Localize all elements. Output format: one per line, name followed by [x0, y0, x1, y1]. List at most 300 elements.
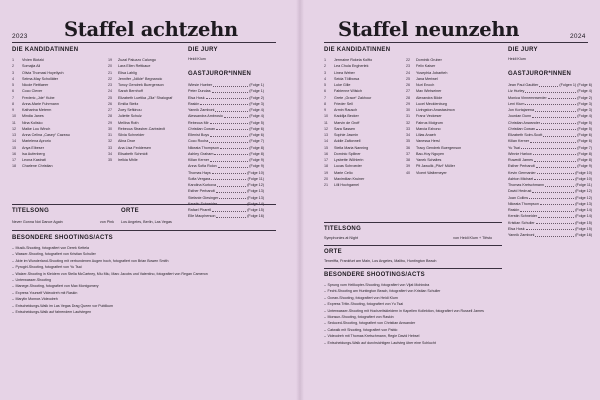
- candidate-name: Alexandra Böde: [416, 95, 443, 100]
- guest-name: Nikeata Thompson: [188, 145, 219, 150]
- guest-episode: (Folge 10): [247, 170, 264, 175]
- guest-name: Liz Hurley: [508, 89, 525, 94]
- guest-name: Thomas Kretschmann: [508, 183, 545, 187]
- guest-item: [508, 232, 592, 238]
- candidate-name: Addie Zaltonnell: [334, 139, 361, 144]
- candidates-list-1: [12, 57, 94, 170]
- shooting-item: – Unterwasser-Shooting mit Hochzeitskleidern in Kapellen Kollektion, fotografiert von Russell James: [324, 308, 504, 314]
- page-staffel-neunzehn: [302, 0, 600, 400]
- candidates-heading: DIE KANDIDATINNEN: [12, 47, 79, 53]
- candidate-number: 35: [108, 158, 113, 162]
- candidate-name: Felix Kaiser: [416, 64, 436, 69]
- guest-name: Yannik Zamboni: [508, 233, 535, 237]
- candidate-number: 3: [324, 70, 327, 75]
- guest-leader-dots: [530, 138, 576, 143]
- guest-name: Christian Cowan: [508, 126, 536, 131]
- candidate-number: 21: [108, 70, 113, 75]
- guest-name: Stefanie Giesinger: [188, 195, 219, 200]
- guest-name: Monica Vinnemnwerder: [508, 95, 547, 100]
- shootings-list: [12, 245, 208, 315]
- guest-episode: (Folge 11): [247, 176, 264, 181]
- candidate-name: Zoey Sefkinou: [118, 108, 142, 112]
- guest-episode: (Folge 5): [249, 120, 264, 125]
- guest-leader-dots: [534, 157, 576, 162]
- candidate-name: Alina Droe: [118, 139, 136, 144]
- candidate-number: 28: [406, 95, 411, 100]
- candidate-number: 39: [406, 164, 411, 169]
- candidate-number: 12: [324, 126, 329, 131]
- candidate-number: 34: [108, 151, 113, 156]
- guest-episode: (Folge 8): [577, 151, 592, 156]
- candidate-number: 31: [108, 133, 113, 137]
- guest-episode: (Folge 6): [577, 133, 592, 137]
- guest-name: Christian Anwander: [508, 120, 540, 125]
- guest-leader-dots: [534, 176, 574, 181]
- guest-leader-dots: [520, 207, 574, 212]
- candidate-number: 29: [406, 101, 411, 106]
- candidate-name: Anna Celina „Casey“ Cazeau: [22, 133, 70, 137]
- candidate-number: 32: [406, 120, 411, 125]
- guest-name: Rebecca Mir: [188, 120, 209, 125]
- shooting-item: – Catwalk mit Shooting, fotografiert von Pablo: [324, 327, 504, 333]
- guest-episode: (Folge 4): [577, 89, 592, 94]
- guest-episode: (Folge 11): [575, 183, 592, 187]
- candidate-number: 20: [324, 176, 329, 181]
- candidate-name: Toncy Gendrek Buergenson: [118, 83, 164, 87]
- candidate-name: Livingston Anastasimon: [416, 108, 455, 112]
- season-title: Staffel neunzehn: [338, 18, 520, 41]
- candidate-name: Zuzal Paluzzo Calungo: [118, 58, 156, 62]
- season-year: 2024: [570, 33, 586, 40]
- candidate-name: Armin Rausch: [334, 108, 358, 112]
- candidate-number: 14: [324, 139, 329, 144]
- guest-leader-dots: [209, 138, 248, 143]
- candidate-name: Max Wintseiner: [416, 89, 442, 94]
- guests-heading: GASTJUROR*INNEN: [188, 71, 252, 77]
- guest-episode: (Folge 16): [575, 233, 592, 237]
- guest-name: Leni Klum: [508, 101, 525, 106]
- guest-episode: (Folge 5): [577, 120, 592, 125]
- guest-episode: (Folge 6): [249, 133, 264, 137]
- candidate-name: Maximilian Kruiner: [334, 176, 365, 181]
- candidate-number: 15: [12, 145, 17, 150]
- candidate-name: Jana Meriwel: [416, 76, 438, 81]
- guest-name: Peter Dundas: [188, 89, 211, 94]
- candidate-number: 25: [108, 95, 113, 100]
- guest-name: Esther Perbandt: [188, 189, 215, 194]
- guest-leader-dots: [533, 151, 576, 156]
- orte-heading: ORTE: [324, 249, 342, 255]
- candidate-number: 40: [406, 170, 411, 175]
- candidate-number: 30: [108, 126, 113, 131]
- shootings-list: [324, 282, 504, 346]
- shooting-item: – Musik-Shooting, fotografiert von Derek Kettela: [12, 245, 172, 251]
- candidate-name: Yanek Schaltes: [416, 158, 442, 162]
- candidate-number: 28: [108, 114, 113, 119]
- candidate-name: Olivia Thomasi Hoyeliyoh: [22, 70, 64, 75]
- guest-episode: (Folge 4): [249, 114, 264, 119]
- candidate-name: Elisabeth Schmidt: [118, 151, 148, 156]
- candidate-item: [108, 157, 182, 163]
- guest-name: Karolina Kurkova: [188, 183, 217, 187]
- song-line: [12, 219, 114, 225]
- guest-episode: (Folge 14): [575, 214, 592, 219]
- guest-name: Wiesie Hueber: [188, 83, 213, 87]
- candidate-name: Marcia Ezbono: [416, 126, 441, 131]
- guest-leader-dots: [212, 170, 246, 175]
- guest-leader-dots: [532, 188, 574, 193]
- guest-episode: (Folgen 1) (Folge 6): [559, 83, 592, 87]
- guest-episode: (Folge 2): [249, 95, 264, 100]
- guest-name: Elle Macpherson: [188, 214, 216, 219]
- candidate-name: Fabienne Wilsich: [334, 89, 363, 94]
- guest-episode: (Folge 1): [249, 89, 264, 94]
- shooting-item: – Akte im Wunderland-Shooting mit verbundenen Augen hoch, fotografiert von Brian Bowen Smith: [12, 258, 172, 264]
- guest-name: Nikeata Thompson: [508, 201, 539, 206]
- candidate-number: 33: [108, 145, 113, 150]
- shooting-item: – Walzer-Shooting in Kleidern von Stella McCartney, Miu Miu, Marc Jacobs und Valentino, fotografiert von Regan Cameron: [12, 271, 172, 277]
- guest-episode: (Folge 8): [577, 158, 592, 162]
- guest-name: Esther Perbandt: [508, 164, 535, 169]
- candidate-name: Isa Aufenberg: [22, 151, 45, 156]
- shooting-item: – Entscheidungs-Walk auf durchsichtigen Laufsteg über eine Schlucht: [324, 340, 504, 346]
- shooting-item: – Pyrogirl-Shooting, fotografiert von Yu Tsai: [12, 264, 172, 270]
- candidate-number: 15: [324, 145, 329, 150]
- guest-leader-dots: [216, 188, 247, 193]
- guest-name: Kilian Kerner: [508, 139, 530, 144]
- shooting-item: – Marylin Monroe-Videodreh: [12, 296, 172, 302]
- candidate-number: 10: [12, 114, 17, 119]
- guest-name: Kilian Kerner: [188, 158, 210, 162]
- guest-episode: (Folge 10): [575, 170, 592, 175]
- guest-leader-dots: [200, 101, 248, 106]
- candidate-name: Irelkia Mhlle: [118, 158, 138, 162]
- header-rule: [12, 42, 276, 43]
- candidate-number: 9: [324, 108, 327, 112]
- jury-member: Heidi Klum: [188, 57, 206, 61]
- guest-name: Yu Tsai: [508, 145, 520, 150]
- candidate-name: Elisa Lahlig: [118, 70, 137, 75]
- shootings-heading: BESONDERE SHOOTINGS/ACTS: [324, 272, 425, 278]
- shooting-item: – Ocean-Shooting, fotografiert von Heidi Klum: [324, 295, 504, 301]
- candidate-number: 27: [406, 89, 411, 94]
- guest-leader-dots: [216, 126, 248, 131]
- guest-name: Kerstin Schneider: [508, 214, 538, 219]
- guest-episode: (Folge 14): [575, 208, 592, 212]
- candidate-number: 19: [108, 58, 113, 62]
- song-artist: von Heidi Klum + Tiësto: [453, 236, 492, 240]
- candidate-number: 5: [12, 83, 15, 87]
- guest-episode: (Folge 9): [249, 164, 264, 169]
- song-heading: TITELSONG: [12, 208, 50, 214]
- guest-leader-dots: [218, 163, 249, 168]
- candidate-name: Silvia Schneider: [118, 133, 145, 137]
- candidate-number: 38: [406, 158, 411, 162]
- candidate-number: 16: [324, 151, 329, 156]
- shooting-item: – Videodreh mit Thomas Kretschmann, Regie David Hebsel: [324, 333, 504, 339]
- guest-leader-dots: [224, 113, 248, 118]
- jury-heading: DIE JURY: [188, 47, 218, 53]
- section-rule: [12, 230, 276, 231]
- guest-name: David Hedrust: [508, 189, 532, 194]
- candidate-name: Fabrus Molgrum: [416, 120, 443, 125]
- candidate-name: Anna-Marie Fuhrmann: [22, 101, 59, 106]
- candidate-number: 1: [12, 58, 15, 62]
- candidate-number: 30: [406, 108, 411, 112]
- guest-leader-dots: [215, 107, 248, 112]
- candidate-name: Vanessa Hersl: [416, 139, 440, 144]
- candidate-name: Nicole Rettlaeer: [22, 83, 49, 87]
- guest-leader-dots: [212, 207, 246, 212]
- candidate-name: Nina Kolisko: [22, 120, 43, 125]
- candidate-number: 6: [12, 89, 15, 94]
- guest-episode: (Folge 3): [577, 101, 592, 106]
- candidate-number: 11: [324, 120, 328, 125]
- candidate-name: Charlene Christian: [22, 164, 53, 169]
- guest-leader-dots: [532, 113, 576, 118]
- guest-leader-dots: [536, 163, 577, 168]
- guest-episode: (Folge 7): [577, 145, 592, 150]
- guest-episode: (Folge 9): [249, 158, 264, 162]
- guest-episode: (Folge 13): [247, 189, 264, 194]
- guest-leader-dots: [539, 82, 558, 87]
- candidate-number: 25: [406, 76, 411, 81]
- guest-episode: (Folge 7): [249, 139, 264, 144]
- guest-episode: (Folge 4): [577, 114, 592, 119]
- candidate-number: 26: [406, 83, 411, 87]
- candidate-name: Lysbette Wöhlerin: [334, 158, 364, 162]
- shooting-item: – Unterwasser-Shooting: [12, 277, 172, 283]
- section-rule: [324, 245, 502, 246]
- shooting-item: – Seduced-Shooting, fotografiert von Christian Anwander: [324, 320, 504, 326]
- guest-name: Jon Kortajarena: [508, 108, 535, 112]
- candidate-number: 26: [108, 101, 113, 106]
- candidate-name: Lucel Mecklenburg: [416, 101, 447, 106]
- guest-name: Ashton Michael: [508, 176, 534, 181]
- candidate-name: Frederic „Jde“ Kube: [22, 95, 55, 100]
- guest-episode: (Folge 9): [577, 164, 592, 169]
- season-year: 2023: [12, 33, 28, 40]
- candidate-name: Frieder Sell: [334, 101, 353, 106]
- candidate-name: Lilli Hochgamel: [334, 183, 360, 187]
- guest-leader-dots: [525, 88, 576, 93]
- candidate-number: 13: [12, 133, 17, 137]
- candidate-number: 4: [12, 76, 15, 81]
- candidate-item: [406, 170, 486, 176]
- guest-item: [188, 213, 264, 219]
- candidate-number: 22: [108, 76, 113, 81]
- candidate-item: [324, 182, 404, 188]
- candidate-name: Maike Lou Winch: [22, 126, 51, 131]
- candidate-number: 32: [108, 139, 113, 144]
- candidate-number: 11: [12, 120, 16, 125]
- guest-leader-dots: [521, 145, 576, 150]
- guest-leader-dots: [535, 107, 576, 112]
- candidate-name: Tracy Gendrek Buergenson: [416, 145, 462, 150]
- candidate-name: Marielena Aprorio: [22, 139, 51, 144]
- candidate-name: Seida Töllbowa: [334, 76, 360, 81]
- candidate-number: 20: [108, 64, 113, 69]
- jury-list: [188, 56, 272, 62]
- song-artist: von Pink: [99, 220, 114, 224]
- guest-leader-dots: [529, 195, 574, 200]
- candidate-name: Lara Ellen Rettkaue: [118, 64, 151, 69]
- candidate-name: Sarah Bernhoff: [118, 89, 143, 94]
- orte-text: Los Angeles, Berlin, Las Vegas: [121, 220, 172, 224]
- guest-name: Elsa Hosk: [188, 95, 205, 100]
- candidate-name: Dominik Gruber: [416, 58, 442, 62]
- guest-leader-dots: [526, 226, 575, 231]
- candidate-name: Mindia Janes: [22, 114, 44, 119]
- shooting-item: – Express Tritin-Shooting, fotografiert von Yu Tsai: [324, 301, 504, 307]
- section-rule: [324, 268, 502, 269]
- guest-episode: (Folge 16): [247, 214, 264, 219]
- candidate-name: Stella Maria Nanning: [334, 145, 369, 150]
- season-title: Staffel achtzehn: [64, 18, 238, 41]
- guest-name: Kerstin Schneider: [188, 201, 218, 206]
- jury-list: [508, 56, 588, 62]
- guest-episode: (Folge 15): [575, 226, 592, 231]
- candidate-name: Kaddija Becker: [334, 114, 359, 119]
- candidate-item: [108, 95, 182, 101]
- candidate-name: Lucas Schroeder: [334, 164, 362, 169]
- guest-name: Kevin Germanier: [508, 170, 536, 175]
- candidate-name: Nuri Enoch: [416, 83, 435, 87]
- guest-name: Coco Rocha: [188, 139, 209, 144]
- candidate-number: 8: [324, 101, 327, 106]
- candidate-number: 37: [406, 151, 411, 156]
- candidate-name: Franz Veckeser: [416, 114, 442, 119]
- candidate-name: Vivien Blotzki: [22, 58, 44, 62]
- orte-heading: ORTE: [121, 208, 139, 214]
- guest-leader-dots: [543, 132, 576, 137]
- guest-name: Raskin: [508, 208, 520, 212]
- candidate-number: 34: [406, 133, 411, 137]
- song-heading: TITELSONG: [324, 226, 362, 232]
- candidates-heading: DIE KANDIDATINNEN: [324, 47, 391, 53]
- guest-leader-dots: [541, 120, 576, 125]
- guest-episode: (Folge 14): [247, 201, 264, 206]
- guest-episode: (Folge 10): [575, 176, 592, 181]
- guest-name: Ashley Graham: [188, 151, 214, 156]
- shooting-item: – Entscheidungs-Walk auf fahrendem Laufstegen: [12, 309, 172, 315]
- candidate-number: 27: [108, 108, 113, 112]
- guest-episode: (Folge 2): [577, 95, 592, 100]
- guest-leader-dots: [217, 182, 246, 187]
- guest-name: Rafael Pharell: [188, 208, 212, 212]
- candidate-name: Elizabeth Luetika „Zila“ Shalograf: [118, 95, 173, 100]
- shooting-item: – Entscheidungs-Walk im Las Vegas Drag Queen vor Publikum: [12, 303, 172, 309]
- song-title: Never Gonna Not Dance Again: [12, 220, 63, 224]
- shooting-item: – Wasser-Shooting, fotografiert von Kristian Schuller: [12, 251, 172, 257]
- candidate-number: 10: [324, 114, 329, 119]
- guests-heading: GASTJUROR*INNEN: [508, 71, 572, 77]
- guest-name: Sofia Vergara: [188, 176, 211, 181]
- candidate-number: 36: [406, 145, 411, 150]
- candidate-number: 7: [12, 95, 15, 100]
- candidate-number: 31: [406, 114, 411, 119]
- candidate-name: Marie Celio: [334, 170, 353, 175]
- guest-episode: (Folge 3): [249, 101, 264, 106]
- guest-episode: (Folge 6): [249, 126, 264, 131]
- guest-episode: (Folge 12): [575, 195, 592, 200]
- section-rule: [324, 222, 502, 223]
- guest-name: Thomas Hays: [188, 170, 211, 175]
- guest-leader-dots: [210, 157, 248, 162]
- candidate-name: Sophie Jasmin: [334, 133, 359, 137]
- guest-leader-dots: [536, 220, 575, 225]
- guest-episode: (Folge 12): [575, 189, 592, 194]
- candidate-number: 24: [406, 70, 411, 75]
- guest-leader-dots: [545, 182, 574, 187]
- candidate-name: Dominic Spillner: [334, 151, 361, 156]
- header-rule: [324, 42, 588, 43]
- shooting-item: – Fecht-Shooting am Huntington Beach, fotografiert von Kristian Schuller: [324, 288, 504, 294]
- guest-leader-dots: [210, 132, 248, 137]
- jury-member: Heidi Klum: [508, 57, 526, 61]
- guest-episode: (Folge 5): [577, 126, 592, 131]
- jury-heading: DIE JURY: [508, 47, 538, 53]
- candidate-name: Yusephia Jobariteh: [416, 70, 448, 75]
- candidate-name: Marvin de Groff: [334, 120, 360, 125]
- candidate-name: Leona Kastrati: [22, 158, 46, 162]
- song-line: [324, 235, 492, 241]
- candidate-name: Somajia Ali: [22, 64, 41, 69]
- candidate-name: Ana Lisa Feddersen: [118, 145, 152, 150]
- guest-leader-dots: [219, 195, 246, 200]
- guest-name: Anna Sofia Rolon: [188, 164, 217, 169]
- section-rule: [12, 204, 276, 205]
- candidate-name: Linea Weber: [334, 70, 355, 75]
- guest-name: Elizabeth Solm-Scott: [508, 133, 543, 137]
- page-staffel-achtzehn: [0, 0, 298, 400]
- candidate-number: 12: [12, 126, 17, 131]
- song-title: Symphonies at Night: [324, 236, 359, 240]
- shooting-item: – Sprung vom Helikopter-Shooting, fotografiert von Vijat Mohindra: [324, 282, 504, 288]
- guest-name: Joan Collins: [508, 195, 529, 200]
- candidate-number: 22: [406, 58, 411, 62]
- candidate-name: Coco Clever: [22, 89, 43, 94]
- candidate-number: 17: [12, 158, 17, 162]
- guest-name: Jean Paul Gaultier: [508, 83, 539, 87]
- candidate-name: Juliette Schulz: [118, 114, 142, 119]
- guest-name: Ellenist Boys: [188, 133, 210, 137]
- guest-name: Yannik Zamboni: [188, 108, 215, 112]
- guest-leader-dots: [212, 88, 249, 93]
- guest-episode: (Folge 13): [247, 195, 264, 200]
- guest-leader-dots: [537, 170, 575, 175]
- guest-episode: (Folge 13): [575, 201, 592, 206]
- guest-leader-dots: [213, 82, 248, 87]
- guest-name: Elsa Hosk: [508, 226, 525, 231]
- candidate-number: 23: [108, 83, 113, 87]
- candidate-number: 14: [12, 139, 17, 144]
- guest-leader-dots: [211, 176, 246, 181]
- candidate-name: Jennifer „Jdikle“ Begnancic: [118, 76, 163, 81]
- candidate-number: 35: [406, 139, 411, 144]
- candidate-name: Sara Sassen: [334, 126, 356, 131]
- candidate-number: 3: [12, 70, 15, 75]
- guest-name: Winnie Harlow: [508, 151, 532, 156]
- candidate-number: 17: [324, 158, 329, 162]
- candidate-name: Rebecca Strasher-Carbstedt: [118, 126, 165, 131]
- guests-list: [188, 82, 264, 220]
- candidate-name: Vicent Waltemeyer: [416, 170, 447, 175]
- candidate-name: Emilia Steitz: [118, 101, 139, 106]
- candidate-name: Bao-Hoy Nguyen: [416, 151, 445, 156]
- candidate-name: Katharina Meterm: [22, 108, 52, 112]
- candidate-number: 6: [324, 89, 327, 94]
